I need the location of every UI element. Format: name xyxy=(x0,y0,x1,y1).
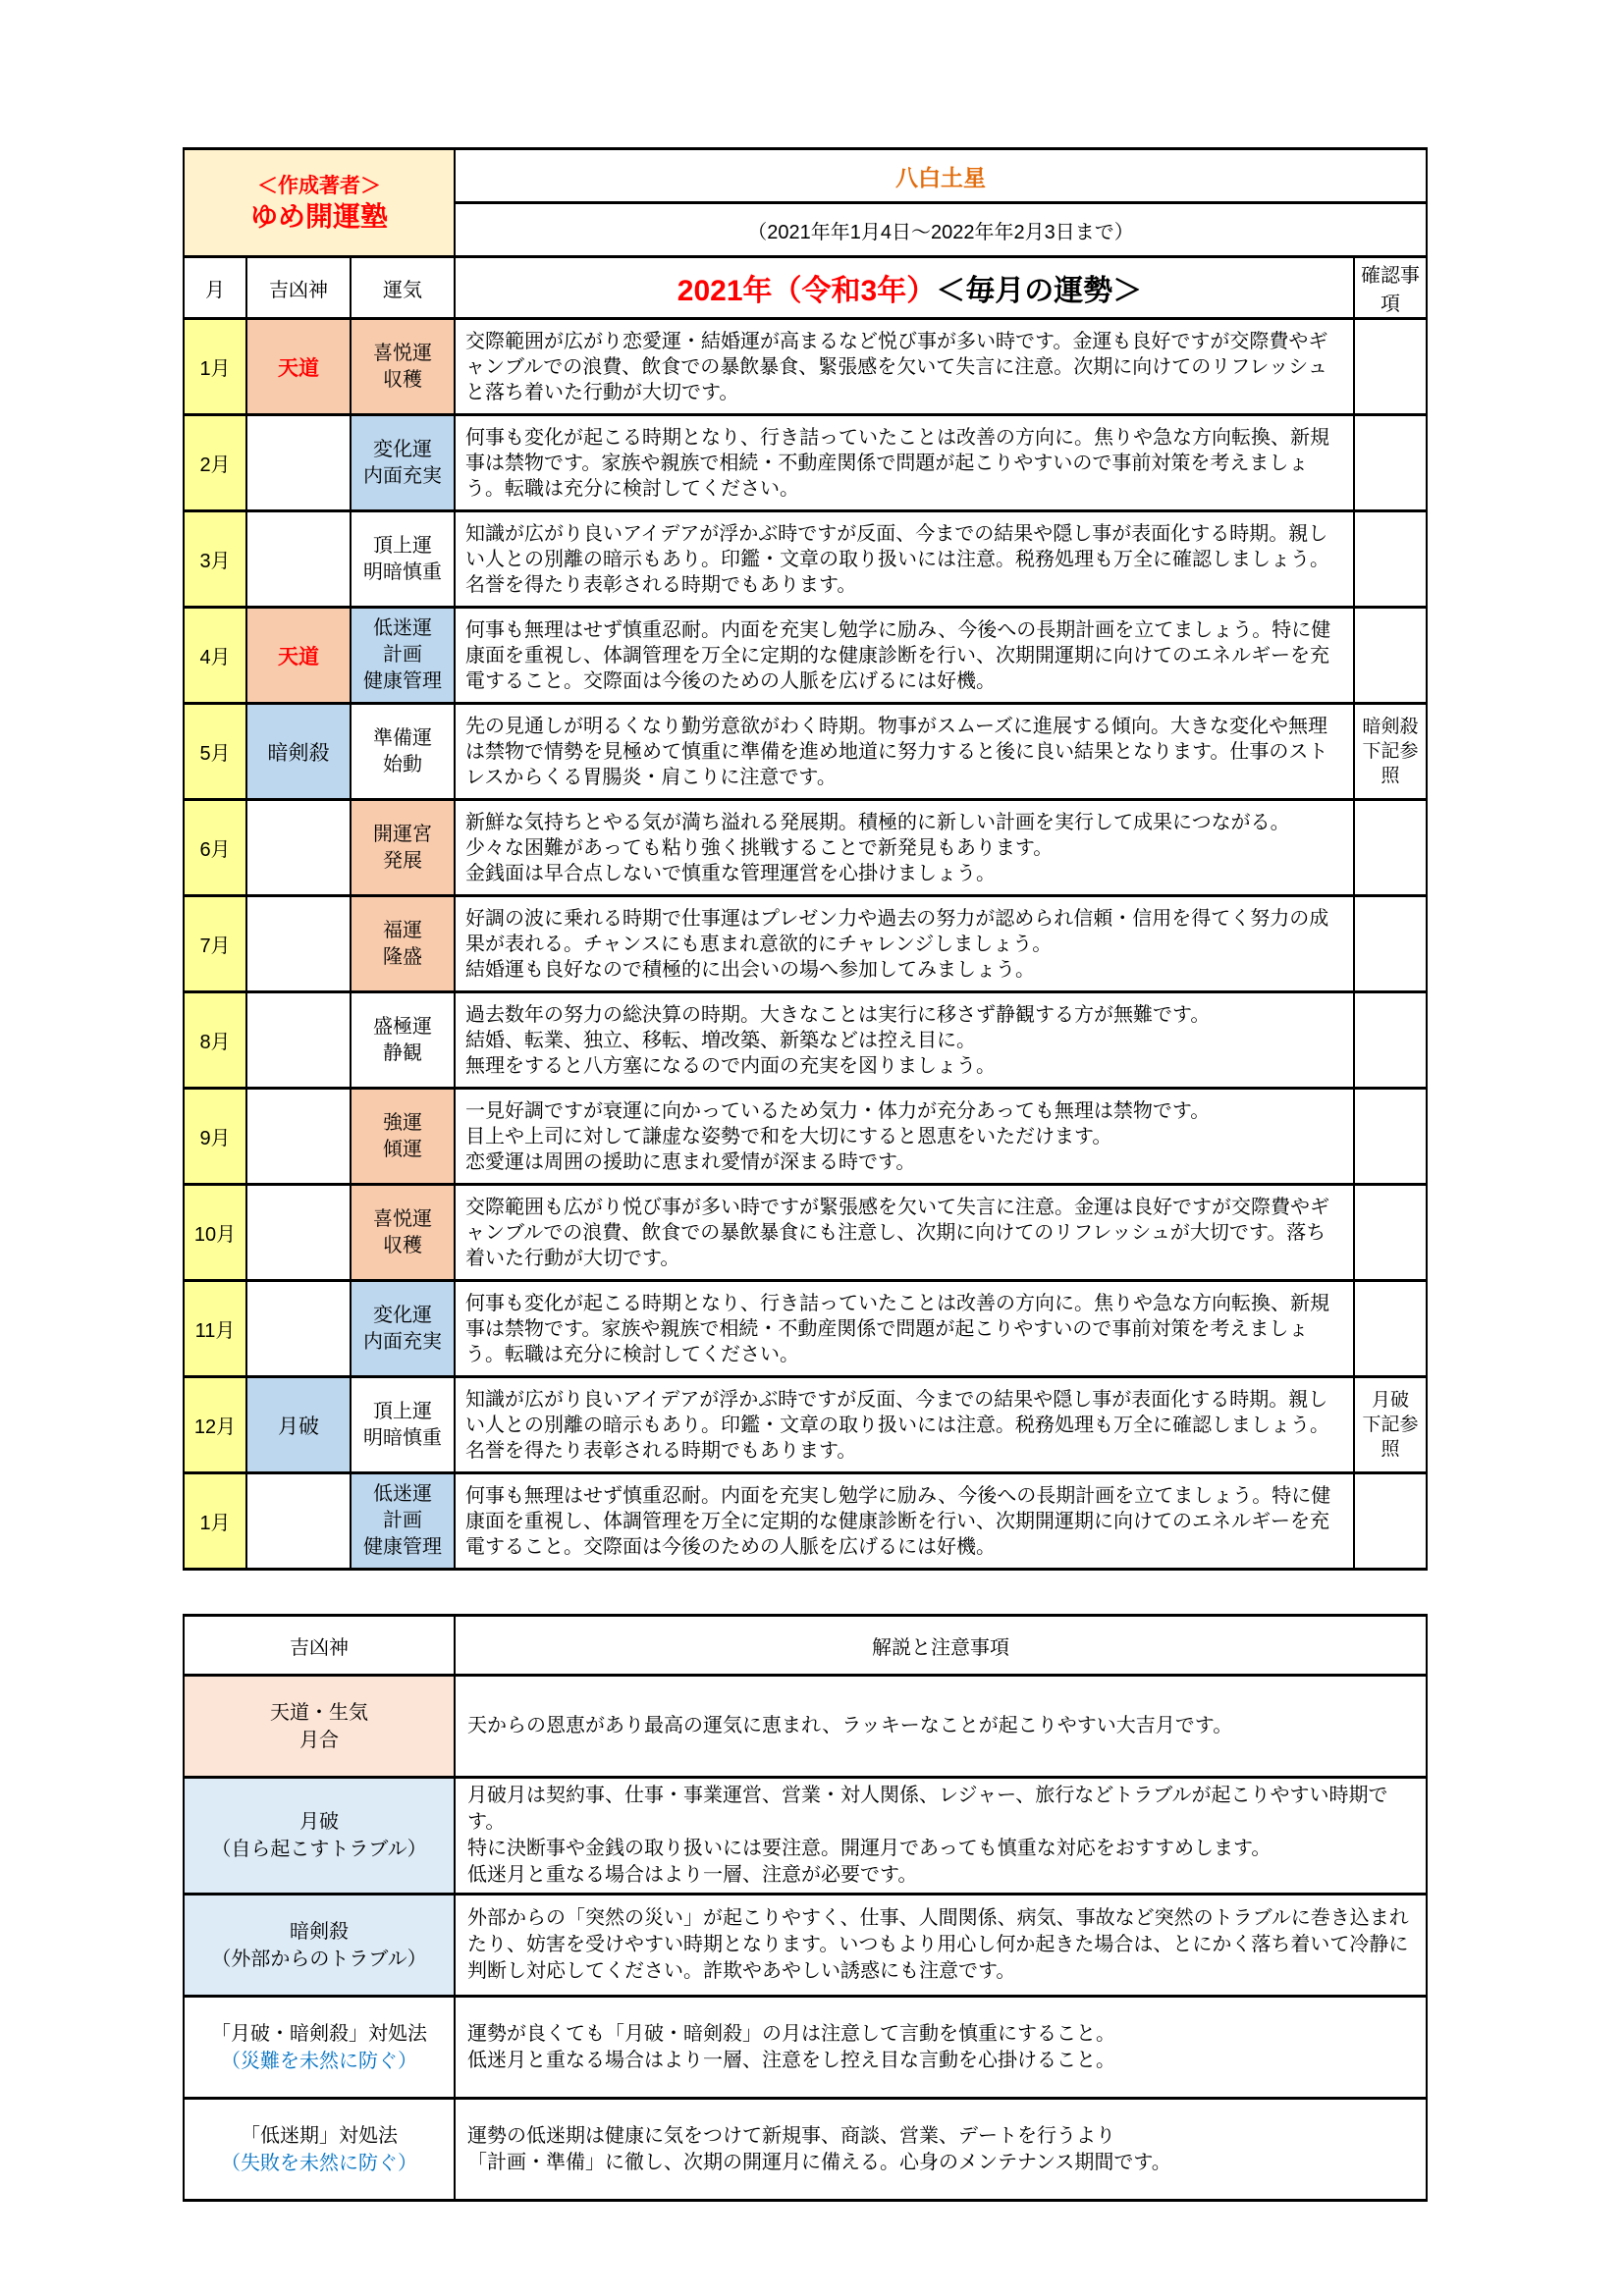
author-cell xyxy=(184,149,455,257)
luck-line: 喜悦運 xyxy=(373,1207,432,1230)
god-cell xyxy=(246,896,351,992)
legend-row xyxy=(184,1895,1427,1997)
legend-name-line: 月合 xyxy=(299,1729,339,1751)
luck-cell xyxy=(351,1185,455,1281)
month-row xyxy=(184,319,1427,415)
luck-line: 静観 xyxy=(383,1041,422,1064)
luck-cell xyxy=(351,1377,455,1473)
legend-desc-line: 天からの恩恵があり最高の運気に恵まれ、ラッキーなことが起こりやすい大吉月です。 xyxy=(467,1715,1233,1736)
month-cell: 1月 xyxy=(184,319,246,415)
legend-desc-cell xyxy=(455,1895,1427,1997)
legend-name-line: （失敗を未然に防ぐ） xyxy=(221,2152,417,2174)
fortune-text-cell xyxy=(455,800,1354,896)
fortune-text-cell xyxy=(455,1089,1354,1185)
luck-line: 計画 xyxy=(383,1510,422,1531)
check-cell xyxy=(1354,511,1427,608)
legend-desc-line: 低迷月と重なる場合はより一層、注意が必要です。 xyxy=(467,1864,918,1886)
luck-cell xyxy=(351,896,455,992)
legend-desc-line: 運勢の低迷期は健康に気をつけて新規事、商談、営業、デートを行うより xyxy=(467,2124,1115,2147)
luck-line: 始動 xyxy=(383,753,422,775)
fortune-text-line: 過去数年の努力の総決算の時期。大きなことは実行に移さず静観する方が無難です。 xyxy=(465,1003,1211,1026)
check-line: 下記参照 xyxy=(1362,1415,1419,1460)
luck-line: 頂上運 xyxy=(373,1400,432,1422)
column-header-row xyxy=(184,257,1427,319)
fortune-text-line: 一見好調ですが衰運に向かっているため気力・体力が充分あっても無理は禁物です。 xyxy=(465,1099,1211,1122)
legend-desc-line: 運勢が良くても「月破・暗剣殺」の月は注意して言動を慎重にすること。 xyxy=(467,2022,1115,2045)
luck-cell xyxy=(351,704,455,800)
month-row xyxy=(184,800,1427,896)
legend-desc-cell xyxy=(455,1997,1427,2099)
legend-desc-line: 「計画・準備」に徹し、次期の開運月に備える。心身のメンテナンス期間です。 xyxy=(467,2151,1171,2173)
author-name: ゆめ開運塾 xyxy=(250,200,389,232)
god-cell xyxy=(246,1089,351,1185)
legend-name-cell xyxy=(184,1778,455,1895)
legend-row xyxy=(184,1778,1427,1895)
legend-desc-line: 月破月は契約事、仕事・事業運営、営業・対人関係、レジャー、旅行などトラブルが起こりやすい時期です。 xyxy=(467,1785,1388,1833)
check-cell xyxy=(1354,896,1427,992)
period-text: （2021年年1月4日～2022年年2月3日まで） xyxy=(455,203,1427,257)
luck-line: 隆盛 xyxy=(383,945,422,968)
month-row xyxy=(184,1473,1427,1570)
legend-name-line: （災難を未然に防ぐ） xyxy=(221,2050,417,2072)
fortune-text-line: 知識が広がり良いアイデアが浮かぶ時ですが反面、今までの結果や隠し事が表面化する時期。親しい人との別離の暗示もあり。印鑑・文章の取り扱いには注意。税務処理も万全に確認しましょう。名誉を得たり表彰される時期でもあります。 xyxy=(465,522,1330,596)
luck-line: 福運 xyxy=(383,919,422,941)
fortune-text-line: 何事も無理はせず慎重忍耐。内面を充実し勉学に励み、今後への長期計画を立てましょう。特に健康面を重視し、体調管理を万全に定期的な健康診断を行い、次期開運期に向けてのエネルギーを充電すること。交際面は今後のための人脈を広げるには好機。 xyxy=(465,1484,1331,1558)
month-row xyxy=(184,1377,1427,1473)
legend-desc-cell xyxy=(455,2099,1427,2201)
month-cell: 4月 xyxy=(184,608,246,704)
luck-cell xyxy=(351,608,455,704)
check-cell xyxy=(1354,992,1427,1089)
check-cell xyxy=(1354,319,1427,415)
month-cell: 2月 xyxy=(184,415,246,511)
luck-line: 健康管理 xyxy=(363,1536,442,1558)
luck-line: 頂上運 xyxy=(373,534,432,557)
fortune-text-line: 結婚、転業、独立、移転、増改築、新築などは控え目に。 xyxy=(465,1029,977,1051)
legend-desc-cell xyxy=(455,1778,1427,1895)
god-cell xyxy=(246,415,351,511)
legend-row xyxy=(184,1676,1427,1778)
luck-cell xyxy=(351,1281,455,1377)
luck-line: 盛極運 xyxy=(373,1015,432,1038)
month-cell: 9月 xyxy=(184,1089,246,1185)
fortune-text-cell xyxy=(455,319,1354,415)
legend-body xyxy=(184,1676,1427,2201)
table-title-label: ＜毎月の運勢＞ xyxy=(936,275,1143,307)
check-cell xyxy=(1354,704,1427,800)
check-line: 下記参照 xyxy=(1362,741,1419,786)
luck-line: 収穫 xyxy=(383,1234,422,1256)
god-cell: 天道 xyxy=(246,608,351,704)
month-cell: 3月 xyxy=(184,511,246,608)
month-row xyxy=(184,1089,1427,1185)
month-cell: 11月 xyxy=(184,1281,246,1377)
check-cell xyxy=(1354,1377,1427,1473)
luck-line: 計画 xyxy=(383,644,422,666)
luck-line: 変化運 xyxy=(373,1304,432,1326)
fortune-text-cell xyxy=(455,1377,1354,1473)
fortune-text-line: 新鮮な気持ちとやる気が満ち溢れる発展期。積極的に新しい計画を実行して成果につながる。 xyxy=(465,811,1290,833)
fortune-text-line: 何事も変化が起こる時期となり、行き詰っていたことは改善の方向に。焦りや急な方向転換、新規事は禁物です。家族や親族で相続・不動産関係で問題が起こりやすいので事前対策を考えましょう。転職は充分に検討してください。 xyxy=(465,1292,1330,1365)
god-cell xyxy=(246,511,351,608)
fortune-text-line: 目上や上司に対して謙虚な姿勢で和を大切にすると恩恵をいただけます。 xyxy=(465,1125,1112,1148)
god-cell xyxy=(246,1473,351,1570)
luck-line: 低迷運 xyxy=(373,1483,432,1505)
header-band-row1 xyxy=(184,149,1427,203)
month-row xyxy=(184,511,1427,608)
check-cell xyxy=(1354,1473,1427,1570)
check-cell xyxy=(1354,415,1427,511)
legend-col-god: 吉凶神 xyxy=(184,1616,455,1676)
luck-cell xyxy=(351,800,455,896)
god-cell xyxy=(246,800,351,896)
luck-line: 準備運 xyxy=(373,726,432,749)
luck-line: 収穫 xyxy=(383,368,422,391)
legend-name-line: 天道・生気 xyxy=(270,1701,368,1724)
luck-cell xyxy=(351,415,455,511)
col-header-check: 確認事項 xyxy=(1354,257,1427,319)
legend-name-cell xyxy=(184,2099,455,2201)
check-cell xyxy=(1354,1185,1427,1281)
legend-desc-cell xyxy=(455,1676,1427,1778)
fortune-text-cell xyxy=(455,704,1354,800)
col-header-month: 月 xyxy=(184,257,246,319)
fortune-text-line: 少々な困難があっても粘り強く挑戦することで新発見もあります。 xyxy=(465,836,1054,859)
legend-name-line: 「低迷期」対処法 xyxy=(241,2124,398,2147)
author-label: ＜作成著者＞ xyxy=(257,174,381,197)
legend-col-desc: 解説と注意事項 xyxy=(455,1616,1427,1676)
legend-desc-line: 低迷月と重なる場合はより一層、注意をし控え目な言動を心掛けること。 xyxy=(467,2049,1115,2071)
table-title-year: 2021年（令和3年） xyxy=(677,275,937,307)
luck-cell xyxy=(351,1089,455,1185)
luck-line: 内面充実 xyxy=(363,1330,442,1353)
legend-name-line: （外部からのトラブル） xyxy=(211,1948,427,1970)
fortune-text-line: 先の見通しが明るくなり勤労意欲がわく時期。物事がスムーズに進展する傾向。大きな変化や無理は禁物で情勢を見極めて慎重に準備を進め地道に努力すると後に良い結果となります。仕事のストレスからくる胃腸炎・肩こりに注意です。 xyxy=(465,715,1328,788)
fortune-text-line: 恋愛運は周囲の援助に恵まれ愛情が深まる時です。 xyxy=(465,1150,916,1173)
fortune-text-cell xyxy=(455,415,1354,511)
month-cell: 12月 xyxy=(184,1377,246,1473)
month-row xyxy=(184,608,1427,704)
legend-name-line: 「月破・暗剣殺」対処法 xyxy=(211,2022,427,2045)
fortune-text-cell xyxy=(455,896,1354,992)
luck-line: 低迷運 xyxy=(373,617,432,639)
fortune-text-line: 無理をすると八方塞になるので内面の充実を図りましょう。 xyxy=(465,1054,997,1077)
month-row xyxy=(184,896,1427,992)
luck-cell xyxy=(351,319,455,415)
legend-row xyxy=(184,1997,1427,2099)
legend-desc-line: 外部からの「突然の災い」が起こりやすく、仕事、人間関係、病気、事故など突然のトラブルに巻き込まれたり、妨害を受けやすい時期となります。いつもより用心し何か起きた場合は、とにかく落ち着いて冷静に判断し対応してください。詐欺やあやしい誘惑にも注意です。 xyxy=(467,1907,1409,1982)
luck-line: 変化運 xyxy=(373,438,432,460)
fortune-text-line: 好調の波に乗れる時期で仕事運はプレゼン力や過去の努力が認められ信頼・信用を得てく努力の成果が表れる。チャンスにも恵まれ意欲的にチャレンジしましょう。 xyxy=(465,907,1329,955)
legend-name-line: 暗剣殺 xyxy=(290,1920,349,1943)
monthly-fortune-table xyxy=(183,147,1428,1571)
month-cell: 6月 xyxy=(184,800,246,896)
col-header-luck: 運気 xyxy=(351,257,455,319)
legend-table xyxy=(183,1614,1428,2202)
check-line: 暗剣殺 xyxy=(1362,717,1419,737)
month-cell: 7月 xyxy=(184,896,246,992)
legend-name-cell xyxy=(184,1676,455,1778)
fortune-text-line: 何事も無理はせず慎重忍耐。内面を充実し勉学に励み、今後への長期計画を立てましょう。特に健康面を重視し、体調管理を万全に定期的な健康診断を行い、次期開運期に向けてのエネルギーを充電すること。交際面は今後のための人脈を広げるには好機。 xyxy=(465,618,1331,692)
col-header-god: 吉凶神 xyxy=(246,257,351,319)
legend-desc-line: 特に決断事や金銭の取り扱いには要注意。開運月であっても慎重な対応をおすすめします。 xyxy=(467,1838,1272,1859)
legend-name-cell xyxy=(184,1895,455,1997)
luck-line: 開運宮 xyxy=(373,823,432,845)
check-cell xyxy=(1354,608,1427,704)
legend-row xyxy=(184,2099,1427,2201)
fortune-text-line: 結婚運も良好なので積極的に出会いの場へ参加してみましょう。 xyxy=(465,958,1036,981)
fortune-text-cell xyxy=(455,1473,1354,1570)
month-row xyxy=(184,704,1427,800)
star-name: 八白土星 xyxy=(455,149,1427,203)
month-row xyxy=(184,415,1427,511)
month-cell: 8月 xyxy=(184,992,246,1089)
check-cell xyxy=(1354,800,1427,896)
legend-name-cell xyxy=(184,1997,455,2099)
month-row xyxy=(184,1185,1427,1281)
fortune-text-line: 何事も変化が起こる時期となり、行き詰っていたことは改善の方向に。焦りや急な方向転換、新規事は禁物です。家族や親族で相続・不動産関係で問題が起こりやすいので事前対策を考えましょう。転職は充分に検討してください。 xyxy=(465,426,1330,500)
fortune-text-line: 知識が広がり良いアイデアが浮かぶ時ですが反面、今までの結果や隠し事が表面化する時期。親しい人との別離の暗示もあり。印鑑・文章の取り扱いには注意。税務処理も万全に確認しましょう。名誉を得たり表彰される時期でもあります。 xyxy=(465,1388,1330,1462)
month-row xyxy=(184,992,1427,1089)
fortune-text-cell xyxy=(455,511,1354,608)
fortune-text-line: 交際範囲も広がり悦び事が多い時ですが緊張感を欠いて失言に注意。金運は良好ですが交際費やギャンブルでの浪費、飲食での暴飲暴食にも注意し、次期に向けてのリフレッシュが大切です。落ち着いた行動が大切です。 xyxy=(465,1196,1330,1269)
table-gap xyxy=(183,1571,1624,1614)
luck-line: 喜悦運 xyxy=(373,342,432,364)
months-body xyxy=(184,319,1427,1570)
fortune-text-line: 交際範囲が広がり恋愛運・結婚運が高まるなど悦び事が多い時です。金運も良好ですが交際費やギャンブルでの浪費、飲食での暴飲暴食、緊張感を欠いて失言に注意。次期に向けてのリフレッシュと落ち着いた行動が大切です。 xyxy=(465,330,1328,403)
god-cell xyxy=(246,992,351,1089)
god-cell xyxy=(246,1281,351,1377)
fortune-text-cell xyxy=(455,1185,1354,1281)
legend-header-row xyxy=(184,1616,1427,1676)
luck-cell xyxy=(351,511,455,608)
luck-line: 内面充実 xyxy=(363,464,442,487)
fortune-text-cell xyxy=(455,608,1354,704)
luck-line: 強運 xyxy=(383,1111,422,1134)
check-cell xyxy=(1354,1281,1427,1377)
legend-name-line: （自ら起こすトラブル） xyxy=(211,1839,427,1860)
luck-line: 明暗慎重 xyxy=(363,561,442,583)
legend-name-line: 月破 xyxy=(299,1811,339,1833)
check-line: 月破 xyxy=(1372,1390,1410,1411)
god-cell: 暗剣殺 xyxy=(246,704,351,800)
luck-line: 健康管理 xyxy=(363,670,442,692)
month-cell: 5月 xyxy=(184,704,246,800)
god-cell xyxy=(246,1185,351,1281)
fortune-text-cell xyxy=(455,992,1354,1089)
check-cell xyxy=(1354,1089,1427,1185)
month-cell: 1月 xyxy=(184,1473,246,1570)
god-cell: 天道 xyxy=(246,319,351,415)
god-cell: 月破 xyxy=(246,1377,351,1473)
table-title xyxy=(455,257,1354,319)
luck-line: 発展 xyxy=(383,849,422,872)
month-row xyxy=(184,1281,1427,1377)
luck-line: 明暗慎重 xyxy=(363,1426,442,1449)
luck-line: 傾運 xyxy=(383,1138,422,1160)
luck-cell xyxy=(351,1473,455,1570)
fortune-text-line: 金銭面は早合点しないで慎重な管理運営を心掛けましょう。 xyxy=(465,862,997,884)
month-cell: 10月 xyxy=(184,1185,246,1281)
luck-cell xyxy=(351,992,455,1089)
fortune-text-cell xyxy=(455,1281,1354,1377)
